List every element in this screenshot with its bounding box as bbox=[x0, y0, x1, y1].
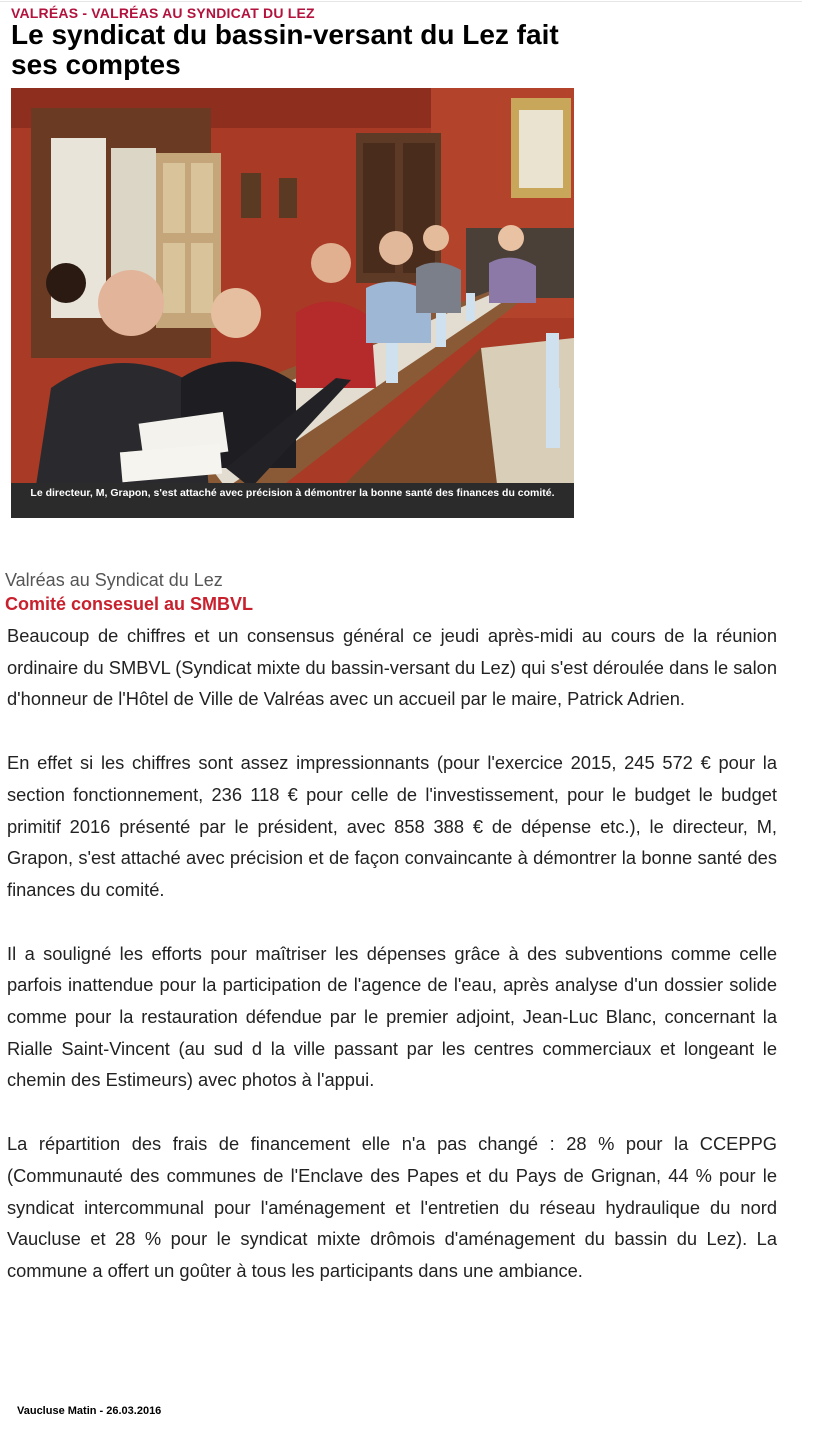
article-body bbox=[7, 620, 777, 1287]
photo-caption: Le directeur, M, Grapon, s'est attaché avec précision à démontrer la bonne santé des finances du comité. bbox=[11, 483, 574, 518]
paragraph: En effet si les chiffres sont assez impressionnants (pour l'exercice 2015, 245 572 € pour la section fonctionnement, 236 118 € pour celle de l'investissement, pour le budget le budget primitif 2016 présenté par le président, avec 858 388 € de dépense etc.), le directeur, M, Grapon, s'est attaché avec précision et de façon convaincante à démontrer la bonne santé des finances du comité. bbox=[7, 752, 777, 900]
paragraph: Il a souligné les efforts pour maîtriser les dépenses grâce à des subventions comme celle parfois inattendue pour la participation de l'agence de l'eau, après analyse d'un dossier solide comme pour la restauration défendue par le premier adjoint, Jean-Luc Blanc, concernant la Rialle Saint-Vincent (au sud d la ville passant par les centres commerciaux et longeant le chemin des Estimeurs) avec photos à l'appui. bbox=[7, 942, 777, 1091]
paragraph: Beaucoup de chiffres et un consensus général ce jeudi après-midi au cours de la réunion ordinaire du SMBVL (Syndicat mixte du bassin-versant du Lez) qui s'est déroulée dans le salon d'honneur de l'Hôtel de Ville de Valréas avec un accueil par le maire, Patrick Adrien. bbox=[7, 625, 777, 710]
source-credit: Vaucluse Matin - 26.03.2016 bbox=[17, 1405, 162, 1417]
paragraph: La répartition des frais de financement elle n'a pas changé : 28 % pour la CCEPPG (Communauté des communes de l'Enclave des Papes et du Pays de Grignan, 44 % pour le syndicat intercommunal pour l'aménagement et l'entretien du réseau hydraulique du nord Vaucluse et 28 % pour le syndicat mixte drômois d'aménagement du bassin du Lez). La commune a offert un goûter à tous les participants dans une ambiance. bbox=[7, 1133, 777, 1281]
meeting-photo bbox=[11, 88, 574, 518]
rubric-label: VALRÉAS - VALRÉAS AU SYNDICAT DU LEZ bbox=[11, 5, 315, 21]
top-divider bbox=[0, 1, 802, 2]
headline: Le syndicat du bassin-versant du Lez fait ses comptes bbox=[11, 19, 559, 80]
meeting-scene-illustration bbox=[11, 88, 574, 518]
article-kicker: Valréas au Syndicat du Lez bbox=[5, 570, 223, 590]
article-subhead: Comité consesuel au SMBVL bbox=[5, 594, 254, 614]
